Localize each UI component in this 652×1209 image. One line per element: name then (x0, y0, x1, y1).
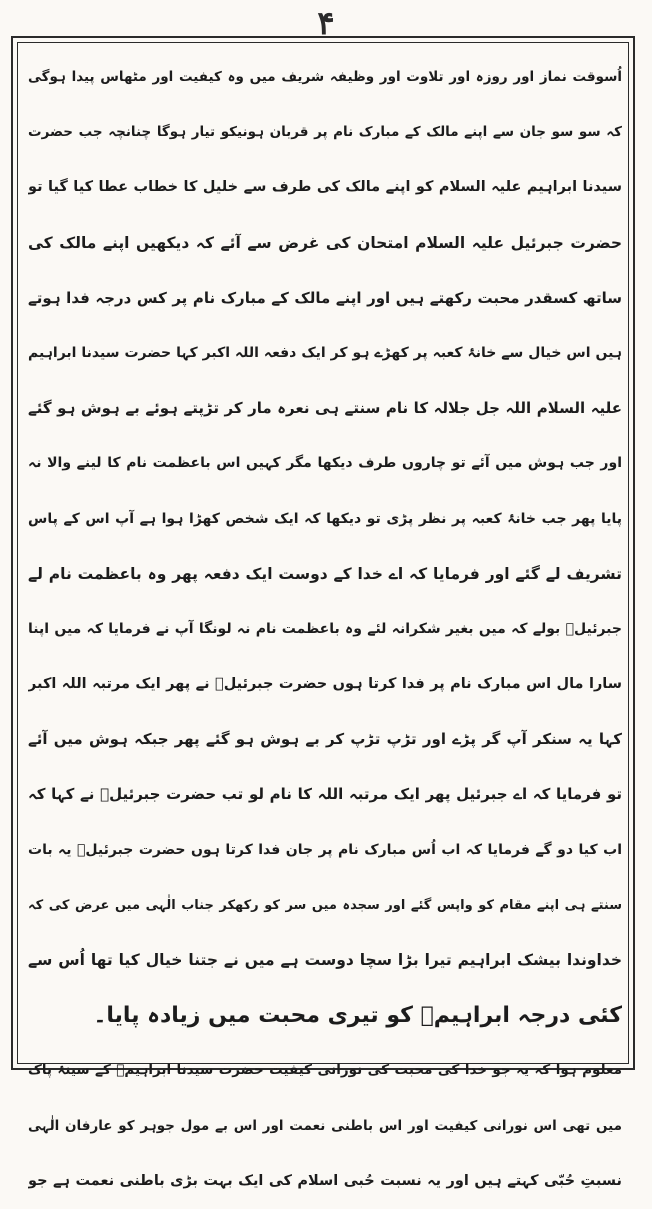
text-line: تشریف لے گئے اور فرمایا کہ اے خدا کے دوست ایک دفعہ پھر وہ باعظمت نام لے (28, 564, 622, 583)
text-line: معلوم ہوا کہ یہ جو خدا کی محبت کی نورانی کیفیت حضرت سیدنا ابراہیمؑ کے سینۂ پاک (28, 1062, 622, 1079)
text-line: جبرئیلؑ بولے کہ میں بغیر شکرانہ لئے وہ باعظمت نام نہ لونگا آپ نے فرمایا کہ میں اپنا (28, 620, 622, 637)
text-line: کہا یہ سنکر آپ گر پڑے اور تڑپ تڑپ کر بے ہوش ہو گئے پھر جبکہ ہوش میں آئے (28, 730, 622, 749)
body-text (28, 50, 622, 1209)
text-line: حضرت جبرئیل علیہ السلام امتحان کی غرض سے آئے کہ دیکھیں اپنے مالک کی (28, 233, 622, 252)
text-line: اُسوقت نماز اور روزہ اور تلاوت اور وظیفہ شریف میں وہ کیفیت اور مٹھاس پیدا ہوگی (28, 69, 622, 85)
text-line: کہ سو سو جان سے اپنے مالک کے مبارک نام پر قربان ہونیکو تیار ہوگا چنانچہ جب حضرت (28, 124, 622, 141)
text-line: علیہ السلام اللہ جل جلالہ کا نام سنتے ہی نعرہ مار کر تڑپتے ہوئے بے ہوش ہو گئے (28, 399, 622, 418)
text-line: خداوندا بیشک ابراہیم تیرا بڑا سچا دوست ہے میں نے جتنا خیال کیا تھا اُس سے (28, 951, 622, 969)
text-line: نسبتِ حُبّی کہتے ہیں اور یہ نسبت حُبی اسلام کی ایک بہت بڑی باطنی نعمت ہے جو (28, 1172, 622, 1189)
text-line: میں تھی اس نورانی کیفیت اور اس باطنی نعمت اور اس بے مول جوہر کو عارفان الٰہی (28, 1117, 622, 1134)
page-number: ۴ (317, 4, 335, 42)
text-line: ساتھ کسقدر محبت رکھتے ہیں اور اپنے مالک کے مبارک نام پر کس درجہ فدا ہوتے (28, 288, 622, 307)
text-line: تو فرمایا کہ اے جبرئیل پھر ایک مرتبہ اللہ کا نام لو تب حضرت جبرئیلؑ نے کہا کہ (28, 785, 622, 804)
text-line: سیدنا ابراہیم علیہ السلام کو اپنے مالک کی طرف سے خلیل کا خطاب عطا کیا گیا تو (28, 179, 622, 196)
text-line: اور جب ہوش میں آئے تو چاروں طرف دیکھا مگر کہیں اس باعظمت نام کا لینے والا نہ (28, 455, 622, 472)
text-line-paragraph-end: کئی درجہ ابراہیمؑ کو تیری محبت میں زیادہ پایا۔ (93, 1003, 622, 1029)
text-line: اب کیا دو گے فرمایا کہ اب اُس مبارک نام پر جان فدا کرتا ہوں حضرت جبرئیلؑ یہ بات (28, 841, 622, 858)
text-line: پایا پھر جب خانۂ کعبہ پر نظر پڑی تو دیکھا کہ ایک شخص کھڑا ہوا ہے آپ اس کے پاس (28, 510, 622, 527)
text-line: ہیں اس خیال سے خانۂ کعبہ پر کھڑے ہو کر ایک دفعہ اللہ اکبر کہا حضرت سیدنا ابراہیم (28, 344, 622, 361)
text-line: سنتے ہی اپنے مقام کو واپس گئے اور سجدہ میں سر کو رکھکر جناب الٰہی میں عرض کی کہ (28, 897, 622, 913)
text-line: سارا مال اس مبارک نام پر فدا کرتا ہوں حضرت جبرئیلؑ نے پھر ایک مرتبہ اللہ اکبر (28, 676, 622, 693)
